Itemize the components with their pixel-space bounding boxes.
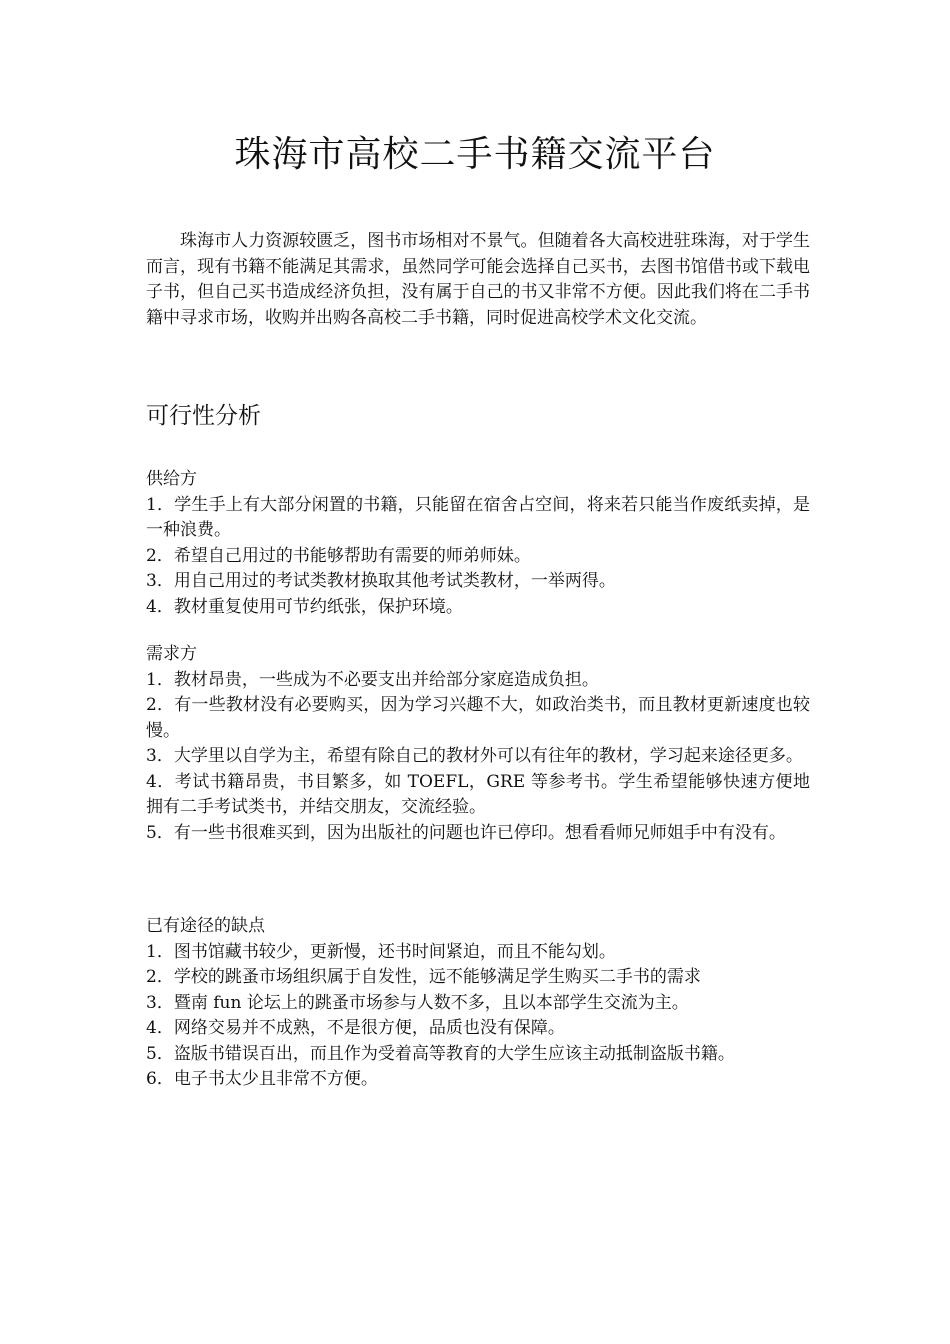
- defects-section: [146, 914, 810, 1093]
- intro-paragraph: 珠海市人力资源较匮乏，图书市场相对不景气。但随着各大高校进驻珠海，对于学生而言，现有书籍不能满足其需求，虽然同学可能会选择自己买书，去图书馆借书或下载电子书，但自己买书造成经济负担，没有属于自己的书又非常不方便。因此我们将在二手书籍中寻求市场，收购并出购各高校二手书籍，同时促进高校学术文化交流。: [146, 231, 810, 328]
- demand-heading: 需求方: [146, 644, 197, 664]
- supply-item: 2．希望自己用过的书能够帮助有需要的师弟师妹。: [146, 545, 531, 566]
- feasibility-heading: 可行性分析: [146, 403, 261, 429]
- defects-item: 5．盗版书错误百出，而且作为受着高等教育的大学生应该主动抵制盗版书籍。: [146, 1043, 735, 1064]
- supply-heading: 供给方: [146, 469, 197, 489]
- defects-item: 3．暨南 fun 论坛上的跳蚤市场参与人数不多，且以本部学生交流为主。: [146, 992, 689, 1013]
- supply-item: 4．教材重复使用可节约纸张，保护环境。: [146, 596, 463, 617]
- demand-item: 5．有一些书很难买到，因为出版社的问题也许已停印。想看看师兄师姐手中有没有。: [146, 822, 786, 843]
- defects-heading: 已有途径的缺点: [146, 916, 265, 936]
- document-title: 珠海市高校二手书籍交流平台: [234, 134, 716, 175]
- demand-item: 1．教材昂贵，一些成为不必要支出并给部分家庭造成负担。: [146, 669, 599, 690]
- demand-item: 2．有一些教材没有必要购买，因为学习兴趣不大，如政治类书，而且教材更新速度也较慢。: [146, 695, 810, 741]
- defects-item: 2．学校的跳蚤市场组织属于自发性，远不能够满足学生购买二手书的需求: [146, 967, 701, 987]
- defects-item: 1．图书馆藏书较少，更新慢，还书时间紧迫，而且不能勾划。: [146, 941, 616, 962]
- supply-section: [146, 467, 810, 620]
- supply-item: 3．用自己用过的考试类教材换取其他考试类教材，一举两得。: [146, 571, 616, 591]
- demand-section: [146, 642, 810, 846]
- demand-item: 3．大学里以自学为主，希望有除自己的教材外可以有往年的教材，学习起来途径更多。: [146, 746, 803, 766]
- supply-item: 1．学生手上有大部分闲置的书籍，只能留在宿舍占空间，将来若只能当作废纸卖掉，是一种浪费。: [146, 494, 810, 540]
- demand-item: 4．考试书籍昂贵，书目繁多，如 TOEFL，GRE 等参考书。学生希望能够快速方便地拥有二手考试类书，并结交朋友，交流经验。: [146, 771, 810, 817]
- defects-item: 6．电子书太少且非常不方便。: [146, 1069, 378, 1089]
- defects-item: 4．网络交易并不成熟，不是很方便，品质也没有保障。: [146, 1018, 565, 1038]
